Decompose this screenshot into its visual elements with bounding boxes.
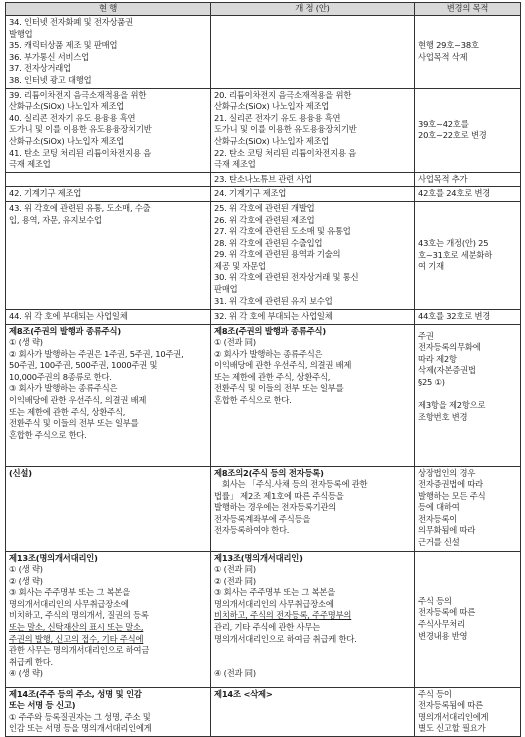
article-title: 제14조(주주 등의 주소, 성명 및 인감	[9, 688, 142, 699]
article-title: 제8조(주권의 발행과 종류주식)	[9, 325, 121, 336]
purpose-cell: 44호를 32호로 변경	[415, 309, 521, 324]
table-row	[6, 324, 521, 466]
table-row	[6, 172, 521, 187]
current-cell: 제14조(주주 등의 주소, 성명 및 인감 또는 서명 등 신고) ① 주주와 등록질권자는 그 성명, 주소 및 인감 또는 서명 등을 명의개서대리인에게	[6, 687, 211, 736]
proposed-cell: 제13조(명의개서대리인) ① (전과 同) ② (전과 同) ③ 회사는 주주명부 또는 그 복본을 명의개서대리인의 사무취급장소에 비치하고, 주식의 전자등록, 주주명부의 관리, 기타 주식에 관한 사무는 명의개서대리인으로 하여금 취급케 한다. ④ (전과 同)	[211, 551, 415, 687]
proposed-cell: 23. 탄소나노튜브 관련 사업	[211, 172, 415, 187]
purpose-cell: 43호는 개정(안) 25 호~31호로 세분화하 여 기재	[415, 201, 521, 309]
purpose-cell: 현행 29호~38호 사업목적 삭제	[415, 16, 521, 89]
table-row	[6, 309, 521, 324]
table-row	[6, 551, 521, 687]
current-cell	[6, 466, 211, 551]
article-title: 제13조(명의개서대리인)	[9, 552, 98, 563]
table-row	[6, 187, 521, 202]
purpose-cell: 42호를 24호로 변경	[415, 187, 521, 202]
header-purpose: 변경의 목적	[415, 3, 521, 16]
purpose-cell: 39호~42호를 20호~22호로 변경	[415, 88, 521, 172]
purpose-cell: 주권 전자등록의무화에 따라 제2항 삭제(자본증권법 §25 ①) 제3항을 제2항으로 조항번호 변경	[415, 324, 521, 466]
table-row	[6, 88, 521, 172]
table-header-row	[6, 3, 521, 16]
purpose-cell: 주식 등이 전자등록됨에 따른 명의개서대리인에게 별도 신고할 필요가	[415, 687, 521, 736]
article-title: 제8조(주권의 발행과 종류주식)	[214, 325, 326, 336]
article-title: 제8조의2(주식 등의 전자등록)	[214, 467, 324, 478]
proposed-cell: 제8조(주권의 발행과 종류주식) ① (전과 同) ② 회사가 발행하는 종류주식은 이익배당에 관한 우선주식, 의결권 배제 또는 제한에 관한 주식, 상환주식, 전환주식 및 이들의 전부 또는 일부를 혼합한 주식으로 한다.	[211, 324, 415, 466]
article-title: 제13조(명의개서대리인)	[214, 552, 303, 563]
current-cell: 39. 리튬이차전지 음극소재적용을 위한 산화규소(SiOx) 나노입자 제조업 40. 실리콘 전자기 유도 용융용 흑연 도가니 및 이를 이용한 유도용융장치기반 산화규소(SiOx) 나노입자 제조업 41. 탄소 코팅 처리된 리튬이차전지용 음 극재 제조업	[6, 88, 211, 172]
amendment-table	[5, 2, 521, 737]
table-row	[6, 16, 521, 89]
proposed-cell: 25. 위 각호에 관련된 개발업 26. 위 각호에 관련된 제조업 27. 위 각호에 관련된 도소매 및 유통업 28. 위 각호에 관련된 수출입업 29. 위 각호에 관련된 용역과 기술의 제공 및 자문업 30. 위 각호에 관련된 전자상거래 및 통신 판매업 31. 위 각호에 관련된 유지 보수업	[211, 201, 415, 309]
current-cell: 42. 기계기구 제조업	[6, 187, 211, 202]
current-cell: 제8조(주권의 발행과 종류주식) ① (생 략) ② 회사가 발행하는 주권은 1주권, 5주권, 10주권, 50주권, 100주권, 500주권, 1000주권 및 10,000주권의 8종류로 한다. ③ 회사가 발행하는 종류주식은 이익배당에 관한 우선주식, 의결권 배제 또는 제한에 관한 주식, 상환주식, 전환주식 및 이들의 전부 또는 일부를 혼합한 주식으로 한다.	[6, 324, 211, 466]
current-cell: 제13조(명의개서대리인) ① (생 략) ② (생 략) ③ 회사는 주주명부 또는 그 복본을 명의개서대리인의 사무취급장소에 비치하고, 주식의 명의개서, 질권의 등록 또는 말소, 신탁재산의 표시 또는 말소, 주권의 발행, 신고의 접수, 기타 주식에 관한 사무는 명의개서대리인으로 하여금 취급케 한다. ④ (생 략)	[6, 551, 211, 687]
current-cell: 43. 위 각호에 관련된 유통, 도소매, 수출 입, 용역, 자문, 유지보수업	[6, 201, 211, 309]
proposed-cell: 32. 위 각 호에 부대되는 사업일체	[211, 309, 415, 324]
purpose-cell: 상장법인의 경우 전자증권법에 따라 발행하는 모든 주식 등에 대하여 전자등록이 의무화됨에 따라 근거를 신설	[415, 466, 521, 551]
purpose-cell: 사업목적 추가	[415, 172, 521, 187]
article-title: (신설)	[9, 467, 32, 478]
table-row	[6, 687, 521, 736]
proposed-cell: 제8조의2(주식 등의 전자등록) 회사는 「주식.사채 등의 전자등록에 관한 법률」 제2조 제1호에 따른 주식등을 발행하는 경우에는 전자등록기관의 전자등록계좌부에 주식등을 전자등록하여야 한다.	[211, 466, 415, 551]
current-cell	[6, 172, 211, 187]
article-title: 제14조 <삭제>	[214, 688, 273, 699]
current-cell: 44. 위 각 호에 부대되는 사업일체	[6, 309, 211, 324]
table-row	[6, 466, 521, 551]
proposed-cell	[211, 16, 415, 89]
header-proposed: 개 정 (안)	[211, 3, 415, 16]
table-row	[6, 201, 521, 309]
purpose-cell: 주식 등의 전자등록에 따른 주식사무처리 변경내용 반영	[415, 551, 521, 687]
current-cell: 34. 인터넷 전자화폐 및 전자상품권 발행업 35. 캐릭터상품 제조 및 판매업 36. 부가통신 서비스업 37. 전자상거래업 38. 인터넷 광고 대행업	[6, 16, 211, 89]
proposed-cell: 20. 리튬이차전지 음극소재적용을 위한 산화규소(SiOx) 나노입자 제조업 21. 실리콘 전자기 유도 용융용 흑연 도가니 및 이를 이용한 유도용융장치기반 산화규소(SiOx) 나노입자 제조업 22. 탄소 코팅 처리된 리튬이차전지용 음 극재 제조업	[211, 88, 415, 172]
proposed-cell	[211, 687, 415, 736]
proposed-cell: 24. 기계기구 제조업	[211, 187, 415, 202]
header-current: 현 행	[6, 3, 211, 16]
